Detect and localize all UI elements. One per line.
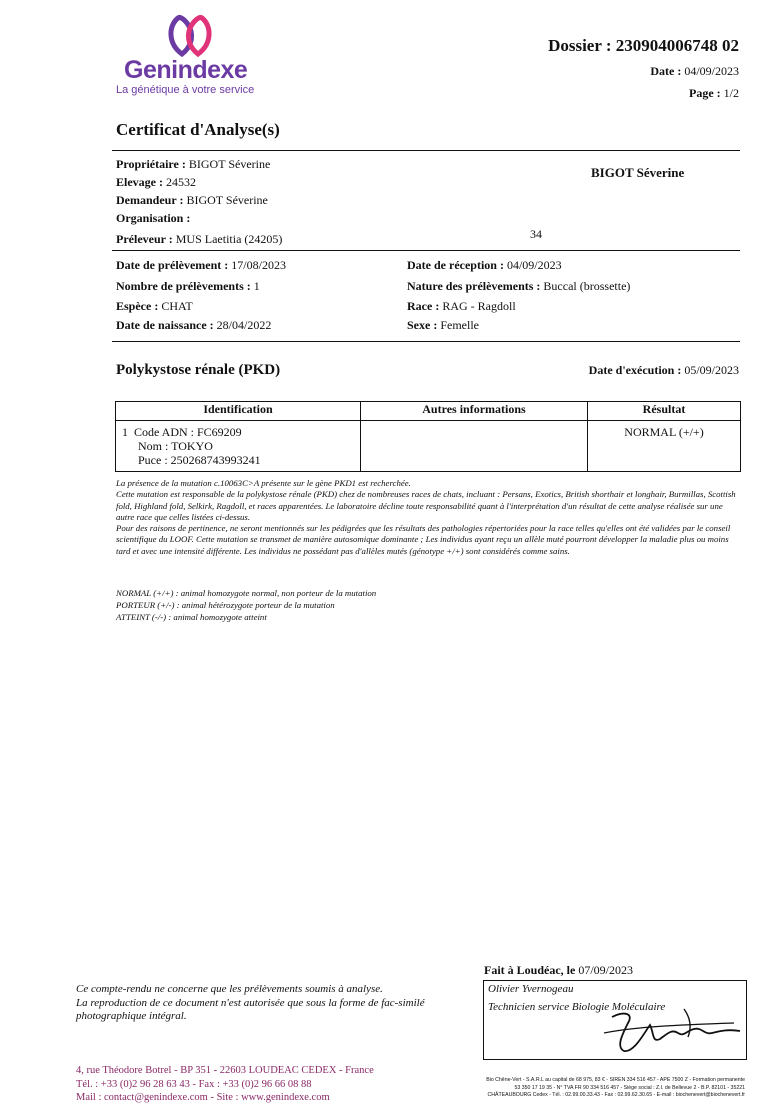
signatory-role: Technicien service Biologie Moléculaire xyxy=(488,1001,666,1013)
legend-item: NORMAL (+/+) : animal homozygote normal, non porteur de la mutation xyxy=(116,588,377,598)
legend-item: ATTEINT (-/-) : animal homozygote atteint xyxy=(116,612,267,622)
disclaimer-line: Ce compte-rendu ne concerne que les prélèvements soumis à analyse. xyxy=(76,983,383,995)
organisation-field: Organisation : xyxy=(116,211,191,225)
analysis-notes xyxy=(116,478,742,557)
note-paragraph: Pour des raisons de pertinence, ne seront mentionnés sur les pédigrées que les résultats des pathologies répertoriées pour la race telles qu'elles ont été validées par le conseil scientifique du LOOF. Cette mutation se transmet de manière autosomique dominante ; Les individus ayant reçu un allèle muté pourront développer la maladie plus ou moins tard et avec une intensité différente. Les individus ne possédant pas d'allèles mutés (génotype +/+) sont considérés comme sains. xyxy=(116,523,731,556)
page-title: Certificat d'Analyse(s) xyxy=(116,120,280,139)
disclaimer-line: La reproduction de ce document n'est autorisée que sous la forme de fac-similé photographique intégral. xyxy=(76,996,425,1022)
signature-place-date: Fait à Loudéac, le 07/09/2023 xyxy=(484,963,633,977)
note-paragraph: La présence de la mutation c.10063C>A présente sur le gène PKD1 est recherchée. xyxy=(116,478,411,488)
column-header: Autres informations xyxy=(361,402,588,421)
sexe-field: Sexe : Femelle xyxy=(407,318,479,332)
other-info-cell xyxy=(361,421,588,472)
date-reception-field: Date de réception : 04/09/2023 xyxy=(407,258,562,272)
row-index: 1 xyxy=(122,425,128,439)
demandeur-field: Demandeur : BIGOT Séverine xyxy=(116,193,268,207)
recipient-number: 34 xyxy=(530,227,542,241)
espece-field: Espèce : CHAT xyxy=(116,299,193,313)
genindexe-logo-icon xyxy=(160,10,220,60)
divider xyxy=(112,341,740,342)
results-table xyxy=(115,401,741,472)
proprietaire-field: Propriétaire : BIGOT Séverine xyxy=(116,157,271,171)
legend-item: PORTEUR (+/-) : animal hétérozygote porteur de la mutation xyxy=(116,600,335,610)
nature-prelevements-field: Nature des prélèvements : Buccal (brossette) xyxy=(407,279,631,293)
column-header: Identification xyxy=(116,402,361,421)
logo-tagline: La génétique à votre service xyxy=(116,84,255,96)
legal-line: 53 350 17 19 35 - N° TVA FR 90 334 516 457 - Siège social : Z.I. de Bellevue 2 - B.P. 82101 - 35221 xyxy=(514,1084,745,1091)
signatory-name: Olivier Yvernogeau xyxy=(488,983,574,995)
analysis-title: Polykystose rénale (PKD) xyxy=(116,362,281,378)
chip-number: Puce : 250268743993241 xyxy=(138,453,261,467)
column-header: Résultat xyxy=(588,402,741,421)
nombre-prelevements-field: Nombre de prélèvements : 1 xyxy=(116,279,260,293)
elevage-field: Elevage : 24532 xyxy=(116,175,196,189)
divider xyxy=(112,150,740,151)
header-page: Page : 1/2 xyxy=(689,86,739,100)
date-naissance-field: Date de naissance : 28/04/2022 xyxy=(116,318,272,332)
code-adn: Code ADN : FC69209 xyxy=(134,425,242,439)
genotype-legend xyxy=(116,587,376,623)
recipient-name: BIGOT Séverine xyxy=(591,165,685,180)
header-date: Date : 04/09/2023 xyxy=(650,64,739,78)
signature-box xyxy=(483,980,747,1060)
logo-name: Genindexe xyxy=(124,56,248,84)
legal-line: Bio Chêne-Vert - S.A.R.L au capital de 68 975, 83 € - SIREN 334 516 457 - APE 7500 Z - Formation permanente xyxy=(486,1077,745,1083)
note-paragraph: Cette mutation est responsable de la polykystose rénale (PKD) chez de nombreuses races de chats, incluant : Persans, Exotics, British shorthair et longhair, Burmillas, Scottish fold, Highland fold, Selkirk, Ragdoll, et races apparentées. Le laboratoire décline toute responsabilité quant à l'interprétation d'un résultat de cette analyse réalisée sur une autre race que celles listées ci-dessus. xyxy=(116,489,736,522)
result-cell: NORMAL (+/+) xyxy=(588,421,741,472)
race-field: Race : RAG - Ragdoll xyxy=(407,299,516,313)
execution-date: Date d'exécution : 05/09/2023 xyxy=(588,363,739,377)
animal-name: Nom : TOKYO xyxy=(138,439,213,453)
phone-line: Tél. : +33 (0)2 96 28 63 43 - Fax : +33 (0)2 96 66 08 88 xyxy=(76,1078,312,1090)
divider xyxy=(112,250,740,251)
preleveur-field: Préleveur : MUS Laetitia (24205) xyxy=(116,232,283,246)
lab-address xyxy=(76,1064,374,1105)
table-row xyxy=(116,421,741,472)
footer-disclaimer xyxy=(76,983,496,1024)
contact-line: Mail : contact@genindexe.com - Site : www.genindexe.com xyxy=(76,1092,330,1103)
identification-cell xyxy=(116,421,361,472)
dossier-number: Dossier : 230904006748 02 xyxy=(548,36,739,55)
legal-line: CHÂTEAUBOURG Cedex - Tél. : 02.99.00.33.43 - Fax : 02.99.62.30.65 - E-mail : biochenevert@biochenevert.fr xyxy=(487,1092,745,1098)
date-prelevement-field: Date de prélèvement : 17/08/2023 xyxy=(116,258,286,272)
handwritten-signature xyxy=(594,1003,744,1055)
legal-mentions xyxy=(486,1077,745,1100)
address-line: 4, rue Théodore Botrel - BP 351 - 22603 LOUDEAC CEDEX - France xyxy=(76,1065,374,1076)
